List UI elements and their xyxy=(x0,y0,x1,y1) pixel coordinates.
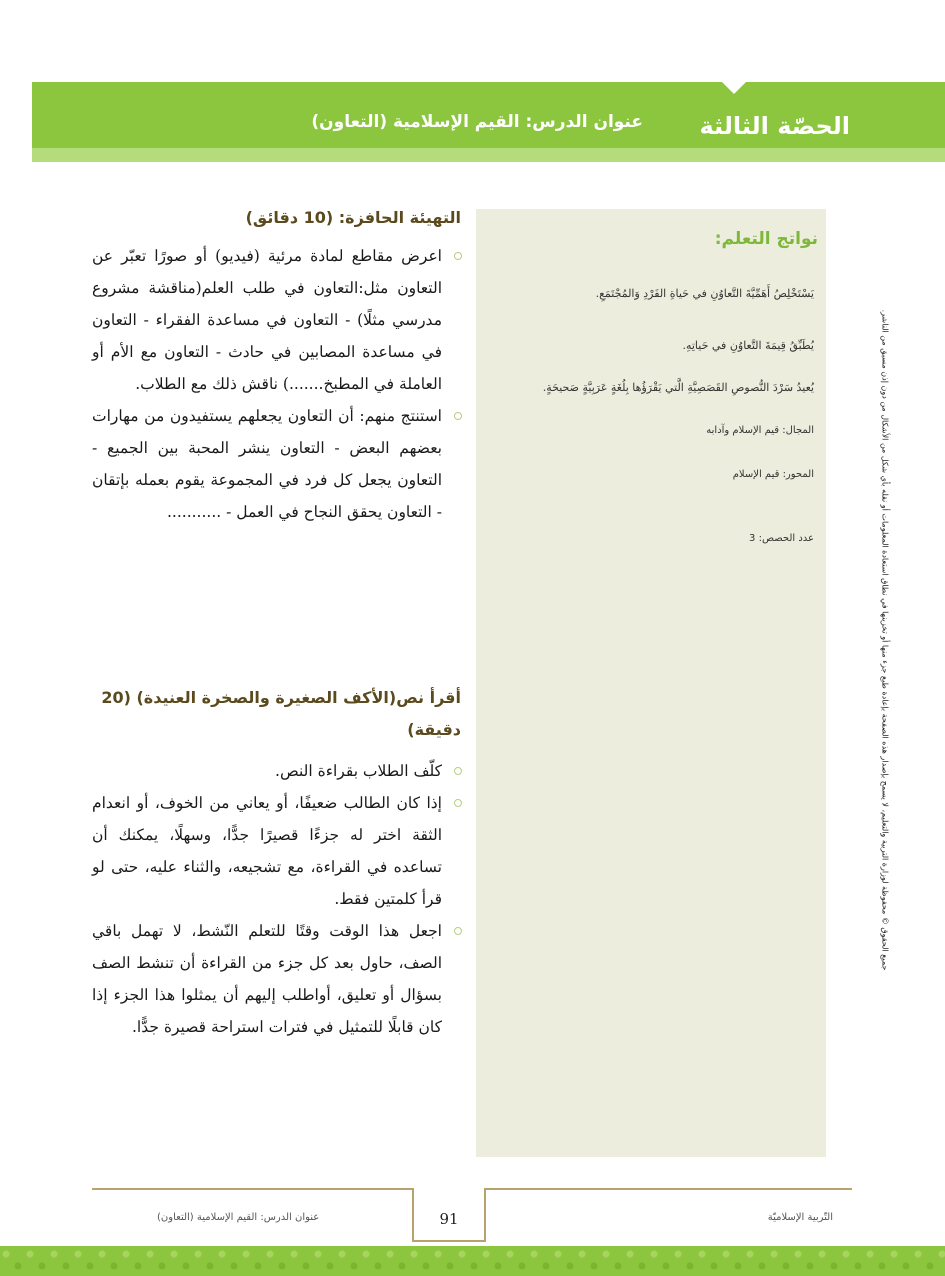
list-item-text: اجعل هذا الوقت وقتًا للتعلم النّشط، لا تهمل باقي الصف، حاول بعد كل جزء من القراءة أن تنشط الصف بسؤال أو تعليق، أواطلب إليهم أن يمثلوا هذا الجزء إذا كان قابلًا للتمثيل في فترات استراحة قصيرة جدًّا. xyxy=(92,922,442,1036)
footer-subject: التّربية الإسلاميّة xyxy=(767,1212,833,1223)
learning-outcomes-panel xyxy=(476,209,826,1157)
bullet-icon xyxy=(454,252,462,260)
footer-lesson-title: عنوان الدرس: القيم الإسلامية (التعاون) xyxy=(157,1212,320,1223)
warmup-title: التهيئة الحافزة: (10 دقائق) xyxy=(245,208,461,227)
bullet-icon xyxy=(454,799,462,807)
outcome-item: يَسْتَخْلِصُ أَهَمِّيَّةَ التَّعاوُنِ في حَياةِ الفَرْدِ وَالمُجْتَمَعِ. xyxy=(595,287,814,300)
reading-title: أقرأ نص(الأكف الصغيرة والصخرة العنيدة) (20 دقيقة) xyxy=(101,688,461,739)
header-band-lower xyxy=(32,148,945,162)
outcome-item: يُطَبِّقُ قِيمَةَ التَّعاوُنِ في حَياتِهِ. xyxy=(682,339,814,352)
list-item-text: استنتج منهم: أن التعاون يجعلهم يستفيدون من مهارات بعضهم البعض - التعاون ينشر المحبة بين الجميع - التعاون يجعل كل فرد في المجموعة يقوم بعمله بإتقان - التعاون يحقق النجاح في العمل - ........... xyxy=(92,407,442,521)
list-item xyxy=(92,915,462,1043)
page-number: 91 xyxy=(439,1210,459,1228)
header-notch xyxy=(722,82,746,94)
list-item-text: إذا كان الطالب ضعيفًا، أو يعاني من الخوف، أو انعدام الثقة اختر له جزءًا قصيرًا جدًّا، وسهلًا، يمكنك أن تساعده في القراءة، مع تشجيعه، والثناء عليه، حتى لو قرأ كلمتين فقط. xyxy=(92,794,442,908)
sessions-count: عدد الحصص: 3 xyxy=(749,533,814,544)
list-item xyxy=(92,755,462,787)
outcome-item: يُعيدُ سَرْدَ النُّصوصِ القَصَصِيَّةِ الَّتي يَقْرَؤُها بِلُغَةٍ عَرَبِيَّةٍ صَحيحَةٍ. xyxy=(542,381,814,394)
list-item-text: كلّف الطلاب بقراءة النص. xyxy=(275,762,442,780)
bullet-icon xyxy=(454,767,462,775)
bullet-icon xyxy=(454,927,462,935)
period-title: الحصّة الثالثة xyxy=(699,112,850,140)
list-item xyxy=(92,400,462,528)
domain-label: المجال: قيم الإسلام وآدابه xyxy=(706,425,814,436)
list-item xyxy=(92,240,462,400)
warmup-list xyxy=(92,240,462,528)
copyright-notice xyxy=(880,290,890,990)
lesson-title: عنوان الدرس: القيم الإسلامية (التعاون) xyxy=(311,112,643,132)
list-item-text: اعرض مقاطع لمادة مرئية (فيديو) أو صورًا تعبّر عن التعاون مثل:التعاون في طلب العلم(مناقشة مشروع مدرسي مثلًا) - التعاون في مساعدة الفقراء - التعاون في مساعدة المصابين في حادث - التعاون مع الأم أو العاملة في المطبخ.......) ناقش ذلك مع الطلاب. xyxy=(92,247,442,393)
list-item xyxy=(92,787,462,915)
outcomes-heading: نواتج التعلم: xyxy=(714,229,818,249)
reading-section xyxy=(92,755,462,1043)
bullet-icon xyxy=(454,412,462,420)
reading-list xyxy=(92,755,462,1043)
copyright-text: جميع الحقوق © محفوظة لوزارة التربية والتعليم، لا يسمح بإصدار هذه الصفحة بإعادة طبع جزء منها أو تخزينها في نطاق استعادة المعلومات أو نقله بأي شكل من الأشكال من دون إذن مسبق من الناشر. xyxy=(880,309,890,971)
bottom-decorative-band xyxy=(0,1246,945,1276)
axis-label: المحور: قيم الإسلام xyxy=(732,469,814,480)
warmup-section xyxy=(92,240,462,528)
